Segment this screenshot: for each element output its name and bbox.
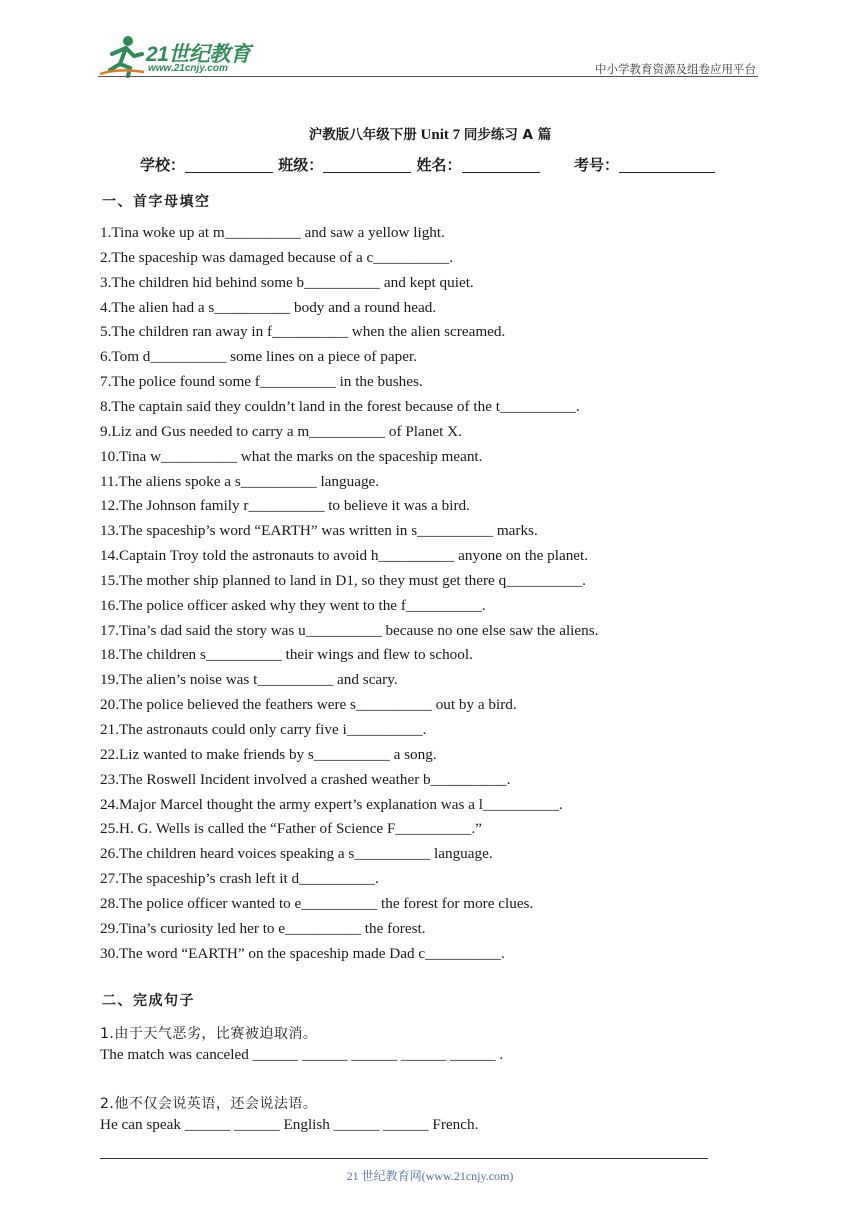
sentence-1-chinese: 1.由于天气恶劣，比赛被迫取消。 [100,1026,318,1042]
class-blank[interactable] [323,158,411,173]
question-item: 25.H. G. Wells is called the “Father of Science F__________.” [100,820,482,838]
sentence-2-english: He can speak ______ ______ English ______ ______ French. [100,1116,479,1133]
question-item: 18.The children s__________ their wings and flew to school. [100,646,473,664]
question-item: 13.The spaceship’s word “EARTH” was written in s__________ marks. [100,522,538,540]
student-info [140,154,715,175]
question-item: 16.The police officer asked why they went to the f__________. [100,596,486,614]
question-item: 15.The mother ship planned to land in D1, so they must get there q__________. [100,571,586,589]
question-item: 10.Tina w__________ what the marks on the spaceship meant. [100,447,483,465]
question-item: 20.The police believed the feathers were s__________ out by a bird. [100,696,517,714]
title-unit: Unit 7 [420,127,461,143]
question-item: 17.Tina’s dad said the story was u__________ because no one else saw the aliens. [100,621,599,639]
footer-divider [100,1158,708,1159]
question-item: 23.The Roswell Incident involved a crashed weather b__________. [100,770,511,788]
question-item: 14.Captain Troy told the astronauts to avoid h__________ anyone on the planet. [100,547,589,565]
sentence-2-chinese: 2.他不仅会说英语，还会说法语。 [100,1096,318,1112]
platform-label: 中小学教育资源及组卷应用平台 [595,62,756,76]
sentence-1-english: The match was canceled ______ ______ ______ ______ ______ . [100,1046,504,1063]
name-label: 姓名： [416,156,462,174]
exam-no-blank[interactable] [619,158,715,173]
section-heading-1: 一、首字母填空 [102,194,211,210]
question-item: 11.The aliens spoke a s__________ language. [100,472,380,490]
question-item: 4.The alien had a s__________ body and a round head. [100,298,437,316]
page-title [0,123,860,144]
question-item: 22.Liz wanted to make friends by s__________ a song. [100,745,437,763]
question-item: 21.The astronauts could only carry five i__________. [100,721,427,738]
question-item: 28.The police officer wanted to e__________ the forest for more clues. [100,894,534,912]
name-blank[interactable] [462,158,540,173]
title-suffix: 同步练习 A 篇 [463,127,552,143]
question-item: 30.The word “EARTH” on the spaceship made Dad c__________. [100,944,505,962]
school-blank[interactable] [185,158,273,173]
question-item: 1.Tina woke up at m__________ and saw a yellow light. [100,224,445,241]
question-item: 8.The captain said they couldn’t land in the forest because of the t__________. [100,397,580,415]
runner-logo-icon [98,34,146,78]
header-divider [98,76,758,77]
question-item: 12.The Johnson family r__________ to believe it was a bird. [100,497,470,515]
question-item: 29.Tina’s curiosity led her to e__________ the forest. [100,919,426,937]
exam-no-label: 考号： [573,156,619,174]
footer-text[interactable]: 21 世纪教育网(www.21cnjy.com) [346,1169,514,1183]
section-heading-2: 二、完成句子 [102,993,195,1009]
school-label: 学校： [140,156,186,174]
question-item: 19.The alien’s noise was t__________ and scary. [100,671,398,689]
question-item: 3.The children hid behind some b__________ and kept quiet. [100,273,474,291]
logo-text: 21世纪教育 [146,43,251,66]
title-prefix: 沪教版八年级下册 [308,127,417,143]
logo [98,34,268,78]
logo-url: www.21cnjy.com [148,63,228,74]
page-header [98,34,758,78]
question-item: 9.Liz and Gus needed to carry a m__________ of Planet X. [100,422,462,440]
question-item: 7.The police found some f__________ in the bushes. [100,373,423,391]
question-item: 5.The children ran away in f__________ when the alien screamed. [100,323,506,341]
class-label: 班级： [278,156,324,174]
question-item: 27.The spaceship’s crash left it d__________. [100,870,379,888]
question-item: 6.Tom d__________ some lines on a piece of paper. [100,348,417,366]
question-item: 24.Major Marcel thought the army expert’s explanation was a l__________. [100,795,563,813]
question-item: 26.The children heard voices speaking a s__________ language. [100,845,493,863]
question-item: 2.The spaceship was damaged because of a c__________. [100,248,453,266]
